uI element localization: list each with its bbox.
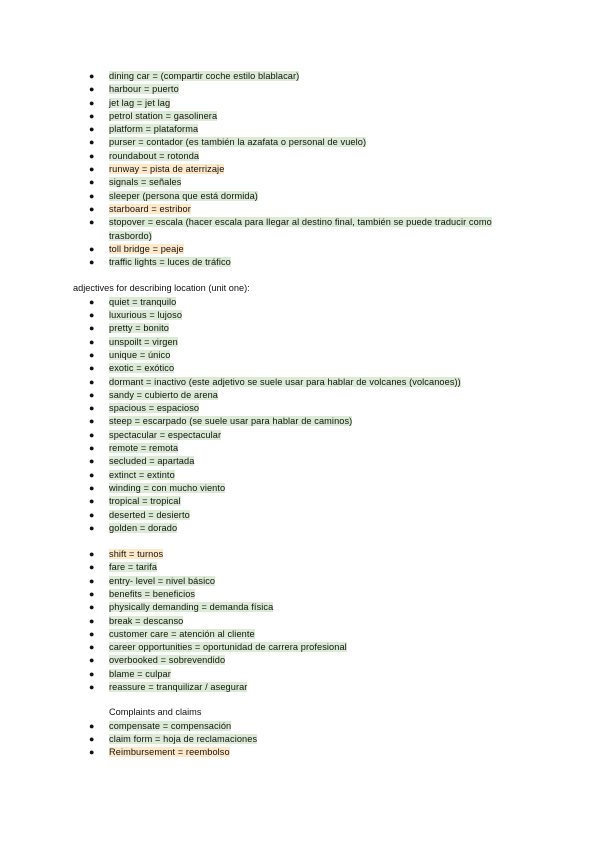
list-item-text: harbour = puerto [109,84,179,95]
list-item-text: Reimbursement = reembolso [109,747,230,758]
list-item [0,362,600,375]
bullet-icon: ● [89,549,95,560]
list-item-text: unique = único [109,349,171,360]
bullet-icon: ● [89,456,95,467]
list-item [0,681,600,694]
list-item [0,216,600,243]
vocabulary-list-work [0,548,600,694]
list-item-text: pretty = bonito [109,323,169,334]
bullet-icon: ● [89,349,95,360]
bullet-icon: ● [89,562,95,573]
list-item [0,97,600,110]
list-item-text: fare = tarifa [109,562,158,573]
list-item [0,668,600,681]
vocabulary-list-adjectives [0,296,600,535]
bullet-icon: ● [89,469,95,480]
list-item [0,163,600,176]
list-item-text: dormant = inactivo (este adjetivo se suele usar para hablar de volcanes (volcanoes)) [109,376,461,387]
list-item-text: petrol station = gasolinera [109,110,218,121]
list-item [0,309,600,322]
list-item-text: dining car = (compartir coche estilo blablacar) [109,71,300,81]
list-item-text: quiet = tranquilo [109,296,177,307]
list-item-text: steep = escarpado (se suele usar para hablar de caminos) [109,416,353,427]
list-item [0,495,600,508]
list-item-text: extinct = extinto [109,469,175,480]
list-item [0,522,600,535]
vocabulary-list-transport [0,70,600,269]
list-item-text: exotic = exótico [109,363,175,374]
bullet-icon: ● [89,323,95,334]
document-page [0,70,600,760]
bullet-icon: ● [89,310,95,321]
bullet-icon: ● [89,668,95,679]
list-item-text: jet lag = jet lag [109,97,171,108]
bullet-icon: ● [89,733,95,744]
list-item [0,123,600,136]
bullet-icon: ● [89,720,95,731]
bullet-icon: ● [89,243,95,254]
list-item-text: platform = plataforma [109,124,199,135]
list-item-text: shift = turnos [109,549,164,560]
bullet-icon: ● [89,71,95,81]
bullet-icon: ● [89,482,95,493]
list-item [0,746,600,759]
list-item [0,601,600,614]
bullet-icon: ● [89,84,95,95]
list-item-text: break = descanso [109,615,184,626]
list-item [0,176,600,189]
list-item [0,150,600,163]
bullet-icon: ● [89,376,95,387]
list-item-text: blame = culpar [109,668,171,679]
bullet-icon: ● [89,443,95,454]
bullet-icon: ● [89,257,95,268]
list-item [0,83,600,96]
list-item-text: spectacular = espectacular [109,429,222,440]
list-item [0,336,600,349]
list-item [0,190,600,203]
vocabulary-list-complaints [0,720,600,760]
list-item [0,455,600,468]
list-item [0,641,600,654]
list-item-text: physically demanding = demanda física [109,602,274,613]
list-item [0,720,600,733]
list-item-text: toll bridge = peaje [109,243,184,254]
list-item-text: roundabout = rotonda [109,150,200,161]
list-item [0,203,600,216]
list-item-text: claim form = hoja de reclamaciones [109,733,258,744]
list-item-text: reassure = tranquilizar / asegurar [109,682,248,693]
list-item [0,548,600,561]
bullet-icon: ● [89,164,95,175]
bullet-icon: ● [89,190,95,201]
bullet-icon: ● [89,509,95,520]
list-item [0,136,600,149]
bullet-icon: ● [89,615,95,626]
bullet-icon: ● [89,97,95,108]
list-item [0,509,600,522]
list-item-text: signals = señales [109,177,182,188]
bullet-icon: ● [89,642,95,653]
list-item-text: entry- level = nivel básico [109,575,216,586]
heading-adjectives-location: adjectives for describing location (unit one): [73,283,250,294]
list-item [0,110,600,123]
list-item-text: winding = con mucho viento [109,482,226,493]
list-item [0,482,600,495]
bullet-icon: ● [89,150,95,161]
bullet-icon: ● [89,403,95,414]
heading-complaints-claims: Complaints and claims [109,707,202,718]
bullet-icon: ● [89,575,95,586]
list-item [0,243,600,256]
bullet-icon: ● [89,682,95,693]
bullet-icon: ● [89,363,95,374]
list-item-text: benefits = beneficios [109,588,196,599]
list-item-text: sleeper (persona que está dormida) [109,190,258,201]
list-item [0,628,600,641]
bullet-icon: ● [89,124,95,135]
bullet-icon: ● [89,296,95,307]
bullet-icon: ● [89,602,95,613]
list-item [0,256,600,269]
list-item [0,615,600,628]
spacer [0,535,600,548]
list-item-text: luxurious = lujoso [109,310,183,321]
list-item [0,349,600,362]
bullet-icon: ● [89,389,95,400]
list-item [0,429,600,442]
bullet-icon: ● [89,628,95,639]
list-item-text: spacious = espacioso [109,403,200,414]
list-item [0,442,600,455]
list-item [0,588,600,601]
list-item [0,296,600,309]
list-item [0,733,600,746]
list-item [0,70,600,83]
list-item [0,322,600,335]
list-item-text: purser = contador (es también la azafata o personal de vuelo) [109,137,367,148]
bullet-icon: ● [89,336,95,347]
list-item-text: traffic lights = luces de tráfico [109,257,231,268]
list-item-text: overbooked = sobrevendido [109,655,226,666]
list-item-text: compensate = compensación [109,720,232,731]
list-item-text: golden = dorado [109,522,178,533]
list-item-text: tropical = tropical [109,496,181,507]
list-item-text: runway = pista de aterrizaje [109,164,225,175]
list-item-text: remote = remota [109,443,179,454]
list-item-text: career opportunities = oportunidad de carrera profesional [109,642,347,653]
list-item-text: stopover = escala (hacer escala para llegar al destino final, también se puede traducir como trasbordo) [109,217,492,241]
list-item-text: deserted = desierto [109,509,190,520]
list-item [0,402,600,415]
bullet-icon: ● [89,110,95,121]
bullet-icon: ● [89,588,95,599]
list-item [0,376,600,389]
bullet-icon: ● [89,203,95,214]
list-item [0,469,600,482]
bullet-icon: ● [89,217,95,228]
bullet-icon: ● [89,496,95,507]
bullet-icon: ● [89,137,95,148]
bullet-icon: ● [89,522,95,533]
bullet-icon: ● [89,429,95,440]
bullet-icon: ● [89,747,95,758]
list-item-text: sandy = cubierto de arena [109,389,218,400]
list-item [0,654,600,667]
list-item-text: secluded = apartada [109,456,195,467]
list-item [0,575,600,588]
list-item [0,561,600,574]
list-item-text: unspoilt = virgen [109,336,178,347]
list-item-text: starboard = estribor [109,203,191,214]
list-item-text: customer care = atención al cliente [109,628,255,639]
list-item [0,415,600,428]
bullet-icon: ● [89,177,95,188]
list-item [0,389,600,402]
bullet-icon: ● [89,416,95,427]
bullet-icon: ● [89,655,95,666]
